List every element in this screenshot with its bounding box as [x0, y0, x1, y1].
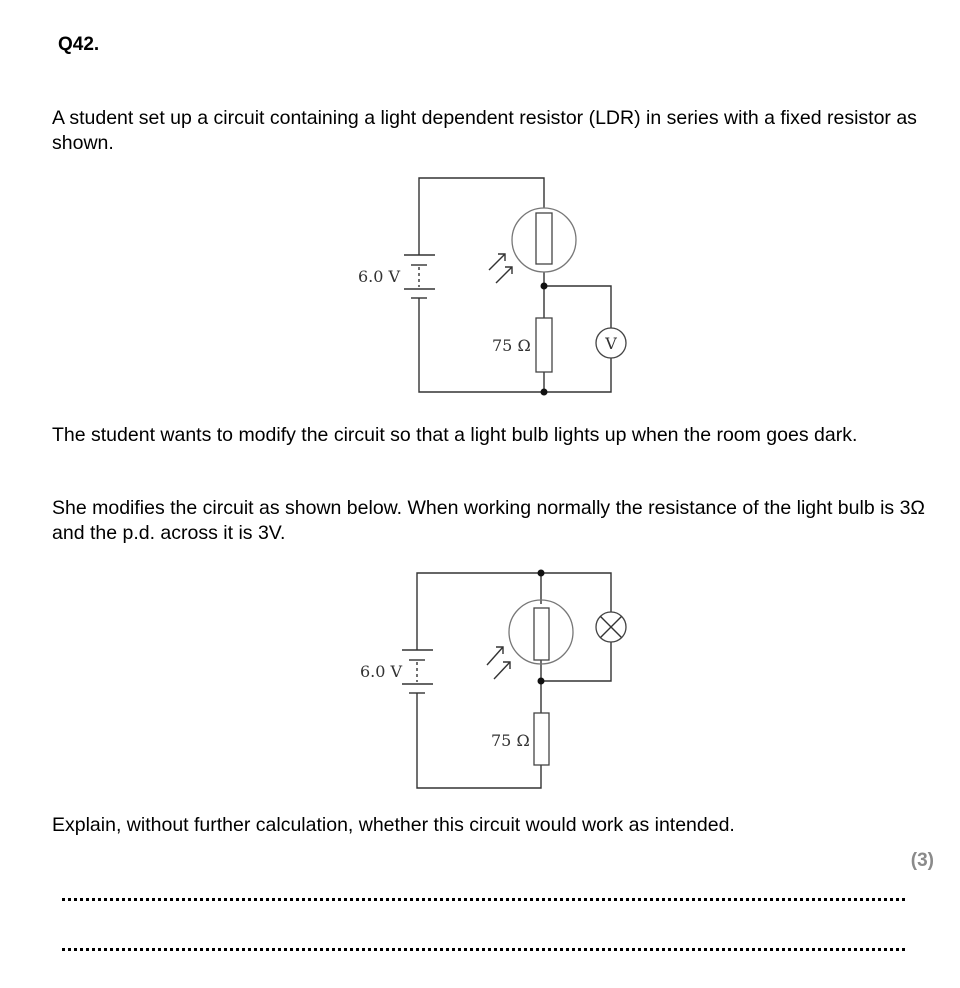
modification-text: She modifies the circuit as shown below. When working normally the resistance of the light bulb is 3Ω and the p.d. across it is 3V.	[52, 497, 926, 544]
modify-goal-text: The student wants to modify the circuit so that a light bulb lights up when the room goes dark.	[52, 424, 858, 446]
circuit2-wires	[417, 573, 611, 788]
ldr-icon	[509, 600, 573, 664]
answer-line[interactable]	[62, 898, 905, 901]
lamp-icon	[596, 612, 626, 642]
battery-icon	[402, 650, 433, 693]
question-number: Q42.	[58, 34, 100, 55]
question-intro: A student set up a circuit containing a light dependent resistor (LDR) in series with a fixed resistor as shown.	[52, 107, 917, 154]
resistor-label: 75 Ω	[491, 731, 530, 750]
fixed-resistor-icon	[534, 713, 549, 765]
battery-label: 6.0 V	[360, 662, 403, 681]
light-arrows-icon	[487, 647, 510, 679]
marks-label: (3)	[910, 850, 934, 871]
answer-line[interactable]	[62, 948, 905, 951]
resistor-label: 75 Ω	[492, 336, 531, 355]
task-text: Explain, without further calculation, whether this circuit would work as intended.	[52, 814, 735, 836]
svg-text:V: V	[605, 334, 617, 353]
junction-dot	[538, 570, 545, 577]
battery-label: 6.0 V	[358, 267, 401, 286]
junction-dot	[538, 678, 545, 685]
